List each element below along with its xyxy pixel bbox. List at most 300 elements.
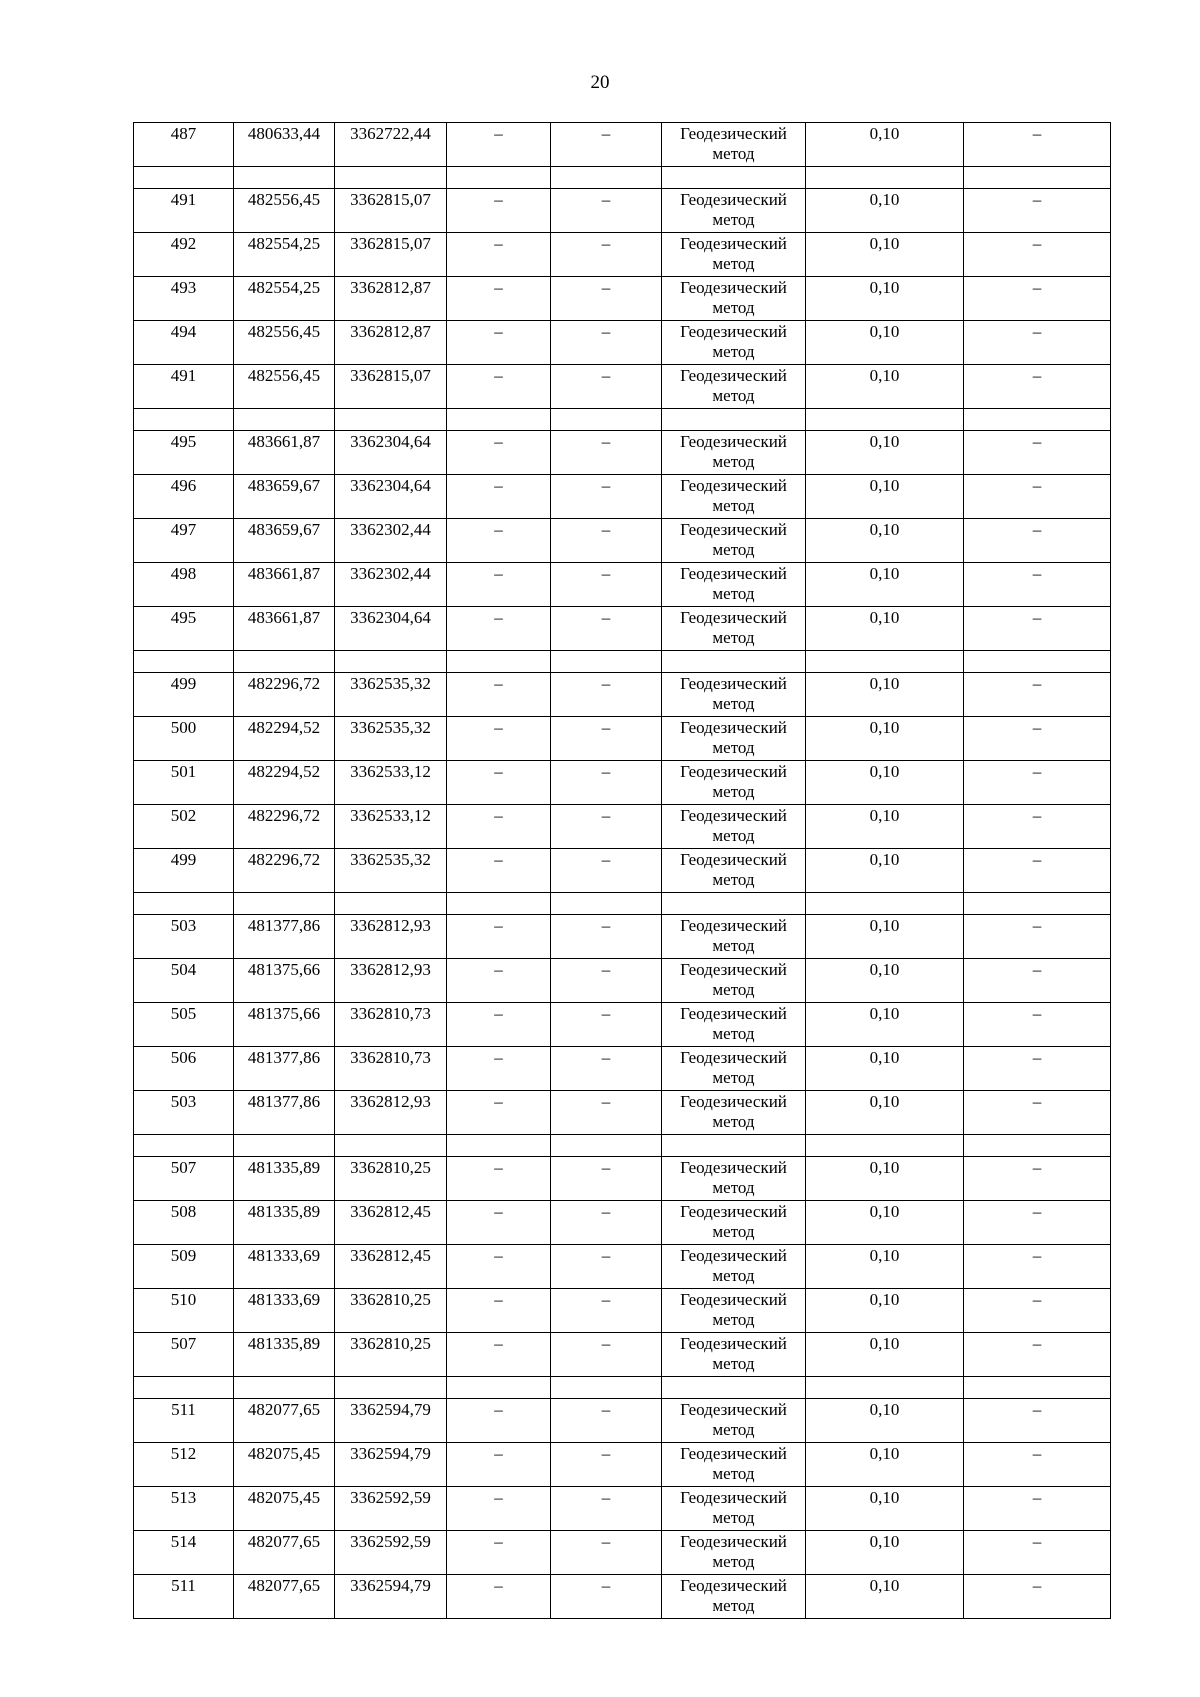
point-number-cell: 507 — [134, 1157, 234, 1201]
point-number-cell: 498 — [134, 563, 234, 607]
table-row — [134, 1575, 1111, 1619]
separator-row — [134, 893, 1111, 915]
accuracy-cell: 0,10 — [806, 805, 964, 849]
dash-cell: – — [447, 189, 551, 233]
dash-cell: – — [551, 1201, 662, 1245]
dash-cell: – — [551, 431, 662, 475]
y-coordinate-cell: 3362302,44 — [335, 563, 447, 607]
empty-cell — [964, 1377, 1111, 1399]
dash-cell: – — [447, 1091, 551, 1135]
x-coordinate-cell: 482077,65 — [234, 1575, 335, 1619]
empty-cell — [134, 1377, 234, 1399]
empty-cell — [551, 1377, 662, 1399]
y-coordinate-cell: 3362533,12 — [335, 805, 447, 849]
y-coordinate-cell: 3362812,93 — [335, 1091, 447, 1135]
y-coordinate-cell: 3362812,93 — [335, 959, 447, 1003]
point-number-cell: 495 — [134, 431, 234, 475]
empty-cell — [806, 893, 964, 915]
y-coordinate-cell: 3362810,25 — [335, 1157, 447, 1201]
x-coordinate-cell: 482294,52 — [234, 717, 335, 761]
dash-cell: – — [447, 849, 551, 893]
method-cell: Геодезический метод — [662, 1575, 806, 1619]
empty-cell — [662, 409, 806, 431]
table-row — [134, 431, 1111, 475]
method-cell: Геодезический метод — [662, 475, 806, 519]
empty-cell — [806, 1377, 964, 1399]
empty-cell — [964, 651, 1111, 673]
empty-cell — [447, 409, 551, 431]
empty-cell — [964, 409, 1111, 431]
y-coordinate-cell: 3362594,79 — [335, 1575, 447, 1619]
point-number-cell: 507 — [134, 1333, 234, 1377]
table-row — [134, 761, 1111, 805]
method-cell: Геодезический метод — [662, 1003, 806, 1047]
empty-cell — [662, 1135, 806, 1157]
x-coordinate-cell: 481335,89 — [234, 1201, 335, 1245]
x-coordinate-cell: 483661,87 — [234, 431, 335, 475]
x-coordinate-cell: 481377,86 — [234, 1047, 335, 1091]
x-coordinate-cell: 480633,44 — [234, 123, 335, 167]
separator-row — [134, 1135, 1111, 1157]
y-coordinate-cell: 3362535,32 — [335, 673, 447, 717]
dash-cell: – — [447, 607, 551, 651]
y-coordinate-cell: 3362722,44 — [335, 123, 447, 167]
accuracy-cell: 0,10 — [806, 717, 964, 761]
dash-cell: – — [964, 761, 1111, 805]
empty-cell — [964, 1135, 1111, 1157]
point-number-cell: 497 — [134, 519, 234, 563]
accuracy-cell: 0,10 — [806, 431, 964, 475]
point-number-cell: 493 — [134, 277, 234, 321]
dash-cell: – — [447, 277, 551, 321]
point-number-cell: 506 — [134, 1047, 234, 1091]
dash-cell: – — [551, 607, 662, 651]
method-cell: Геодезический метод — [662, 1443, 806, 1487]
dash-cell: – — [964, 1003, 1111, 1047]
empty-cell — [551, 893, 662, 915]
dash-cell: – — [447, 1047, 551, 1091]
dash-cell: – — [447, 321, 551, 365]
empty-cell — [447, 651, 551, 673]
accuracy-cell: 0,10 — [806, 365, 964, 409]
empty-cell — [335, 167, 447, 189]
y-coordinate-cell: 3362302,44 — [335, 519, 447, 563]
accuracy-cell: 0,10 — [806, 189, 964, 233]
empty-cell — [234, 893, 335, 915]
table-row — [134, 563, 1111, 607]
dash-cell: – — [964, 1575, 1111, 1619]
table-row — [134, 1399, 1111, 1443]
accuracy-cell: 0,10 — [806, 233, 964, 277]
dash-cell: – — [551, 189, 662, 233]
accuracy-cell: 0,10 — [806, 1399, 964, 1443]
method-cell: Геодезический метод — [662, 1245, 806, 1289]
table-row — [134, 321, 1111, 365]
x-coordinate-cell: 483659,67 — [234, 475, 335, 519]
empty-cell — [964, 167, 1111, 189]
table-row — [134, 915, 1111, 959]
method-cell: Геодезический метод — [662, 1333, 806, 1377]
separator-row — [134, 409, 1111, 431]
dash-cell: – — [964, 915, 1111, 959]
dash-cell: – — [964, 1157, 1111, 1201]
table-row — [134, 1003, 1111, 1047]
accuracy-cell: 0,10 — [806, 673, 964, 717]
dash-cell: – — [964, 1047, 1111, 1091]
table-row — [134, 1289, 1111, 1333]
method-cell: Геодезический метод — [662, 1531, 806, 1575]
point-number-cell: 512 — [134, 1443, 234, 1487]
dash-cell: – — [447, 431, 551, 475]
point-number-cell: 495 — [134, 607, 234, 651]
x-coordinate-cell: 481333,69 — [234, 1245, 335, 1289]
dash-cell: – — [447, 475, 551, 519]
table-row — [134, 1531, 1111, 1575]
y-coordinate-cell: 3362812,45 — [335, 1245, 447, 1289]
dash-cell: – — [551, 563, 662, 607]
method-cell: Геодезический метод — [662, 519, 806, 563]
table-row — [134, 805, 1111, 849]
x-coordinate-cell: 483659,67 — [234, 519, 335, 563]
dash-cell: – — [551, 1399, 662, 1443]
empty-cell — [335, 1135, 447, 1157]
x-coordinate-cell: 482554,25 — [234, 233, 335, 277]
point-number-cell: 503 — [134, 1091, 234, 1135]
empty-cell — [806, 651, 964, 673]
method-cell: Геодезический метод — [662, 1399, 806, 1443]
table-row — [134, 1487, 1111, 1531]
point-number-cell: 505 — [134, 1003, 234, 1047]
table-row — [134, 607, 1111, 651]
accuracy-cell: 0,10 — [806, 277, 964, 321]
dash-cell: – — [551, 365, 662, 409]
dash-cell: – — [551, 849, 662, 893]
empty-cell — [234, 409, 335, 431]
dash-cell: – — [964, 1487, 1111, 1531]
method-cell: Геодезический метод — [662, 915, 806, 959]
dash-cell: – — [551, 1157, 662, 1201]
dash-cell: – — [551, 959, 662, 1003]
table-row — [134, 233, 1111, 277]
x-coordinate-cell: 482554,25 — [234, 277, 335, 321]
point-number-cell: 511 — [134, 1575, 234, 1619]
dash-cell: – — [551, 1443, 662, 1487]
dash-cell: – — [551, 761, 662, 805]
accuracy-cell: 0,10 — [806, 1443, 964, 1487]
empty-cell — [335, 893, 447, 915]
dash-cell: – — [447, 1487, 551, 1531]
method-cell: Геодезический метод — [662, 673, 806, 717]
x-coordinate-cell: 482296,72 — [234, 673, 335, 717]
x-coordinate-cell: 482556,45 — [234, 189, 335, 233]
table-row — [134, 1091, 1111, 1135]
dash-cell: – — [964, 805, 1111, 849]
y-coordinate-cell: 3362810,25 — [335, 1289, 447, 1333]
empty-cell — [234, 1377, 335, 1399]
table-row — [134, 1443, 1111, 1487]
x-coordinate-cell: 483661,87 — [234, 563, 335, 607]
point-number-cell: 500 — [134, 717, 234, 761]
dash-cell: – — [447, 1531, 551, 1575]
x-coordinate-cell: 481377,86 — [234, 915, 335, 959]
dash-cell: – — [447, 1443, 551, 1487]
dash-cell: – — [551, 1245, 662, 1289]
x-coordinate-cell: 482296,72 — [234, 849, 335, 893]
method-cell: Геодезический метод — [662, 1047, 806, 1091]
empty-cell — [335, 651, 447, 673]
dash-cell: – — [447, 805, 551, 849]
dash-cell: – — [447, 1201, 551, 1245]
dash-cell: – — [964, 1289, 1111, 1333]
empty-cell — [134, 651, 234, 673]
dash-cell: – — [964, 1399, 1111, 1443]
dash-cell: – — [964, 189, 1111, 233]
y-coordinate-cell: 3362810,73 — [335, 1003, 447, 1047]
point-number-cell: 499 — [134, 673, 234, 717]
empty-cell — [551, 1135, 662, 1157]
y-coordinate-cell: 3362533,12 — [335, 761, 447, 805]
dash-cell: – — [964, 475, 1111, 519]
dash-cell: – — [551, 1333, 662, 1377]
x-coordinate-cell: 481333,69 — [234, 1289, 335, 1333]
dash-cell: – — [964, 519, 1111, 563]
point-number-cell: 511 — [134, 1399, 234, 1443]
y-coordinate-cell: 3362535,32 — [335, 717, 447, 761]
empty-cell — [447, 1135, 551, 1157]
point-number-cell: 514 — [134, 1531, 234, 1575]
dash-cell: – — [964, 849, 1111, 893]
y-coordinate-cell: 3362815,07 — [335, 365, 447, 409]
dash-cell: – — [964, 607, 1111, 651]
dash-cell: – — [447, 365, 551, 409]
dash-cell: – — [447, 1245, 551, 1289]
y-coordinate-cell: 3362592,59 — [335, 1487, 447, 1531]
dash-cell: – — [964, 1333, 1111, 1377]
dash-cell: – — [447, 1157, 551, 1201]
y-coordinate-cell: 3362304,64 — [335, 431, 447, 475]
method-cell: Геодезический метод — [662, 321, 806, 365]
dash-cell: – — [551, 1487, 662, 1531]
accuracy-cell: 0,10 — [806, 1201, 964, 1245]
accuracy-cell: 0,10 — [806, 607, 964, 651]
method-cell: Геодезический метод — [662, 1157, 806, 1201]
empty-cell — [447, 167, 551, 189]
dash-cell: – — [551, 277, 662, 321]
table-row — [134, 277, 1111, 321]
dash-cell: – — [964, 123, 1111, 167]
dash-cell: – — [964, 1245, 1111, 1289]
point-number-cell: 492 — [134, 233, 234, 277]
accuracy-cell: 0,10 — [806, 1289, 964, 1333]
accuracy-cell: 0,10 — [806, 1003, 964, 1047]
point-number-cell: 501 — [134, 761, 234, 805]
empty-cell — [806, 1135, 964, 1157]
table-row — [134, 189, 1111, 233]
table-row — [134, 717, 1111, 761]
empty-cell — [234, 651, 335, 673]
dash-cell: – — [447, 519, 551, 563]
empty-cell — [335, 409, 447, 431]
dash-cell: – — [964, 321, 1111, 365]
x-coordinate-cell: 482075,45 — [234, 1487, 335, 1531]
x-coordinate-cell: 482077,65 — [234, 1531, 335, 1575]
dash-cell: – — [447, 761, 551, 805]
coordinates-table — [133, 122, 1111, 1619]
point-number-cell: 504 — [134, 959, 234, 1003]
x-coordinate-cell: 481335,89 — [234, 1157, 335, 1201]
accuracy-cell: 0,10 — [806, 1091, 964, 1135]
table-row — [134, 519, 1111, 563]
separator-row — [134, 651, 1111, 673]
dash-cell: – — [964, 365, 1111, 409]
empty-cell — [447, 893, 551, 915]
y-coordinate-cell: 3362812,93 — [335, 915, 447, 959]
x-coordinate-cell: 482556,45 — [234, 365, 335, 409]
x-coordinate-cell: 481377,86 — [234, 1091, 335, 1135]
point-number-cell: 510 — [134, 1289, 234, 1333]
dash-cell: – — [964, 1201, 1111, 1245]
empty-cell — [134, 893, 234, 915]
accuracy-cell: 0,10 — [806, 321, 964, 365]
dash-cell: – — [964, 563, 1111, 607]
page-number: 20 — [590, 72, 610, 93]
table-row — [134, 1333, 1111, 1377]
accuracy-cell: 0,10 — [806, 1245, 964, 1289]
point-number-cell: 496 — [134, 475, 234, 519]
dash-cell: – — [447, 563, 551, 607]
y-coordinate-cell: 3362594,79 — [335, 1443, 447, 1487]
y-coordinate-cell: 3362594,79 — [335, 1399, 447, 1443]
separator-row — [134, 167, 1111, 189]
accuracy-cell: 0,10 — [806, 1487, 964, 1531]
accuracy-cell: 0,10 — [806, 475, 964, 519]
accuracy-cell: 0,10 — [806, 1531, 964, 1575]
method-cell: Геодезический метод — [662, 277, 806, 321]
y-coordinate-cell: 3362304,64 — [335, 607, 447, 651]
dash-cell: – — [964, 431, 1111, 475]
point-number-cell: 491 — [134, 365, 234, 409]
dash-cell: – — [551, 321, 662, 365]
point-number-cell: 502 — [134, 805, 234, 849]
dash-cell: – — [551, 915, 662, 959]
point-number-cell: 487 — [134, 123, 234, 167]
empty-cell — [134, 167, 234, 189]
table-row — [134, 365, 1111, 409]
table-row — [134, 849, 1111, 893]
empty-cell — [134, 1135, 234, 1157]
method-cell: Геодезический метод — [662, 959, 806, 1003]
dash-cell: – — [447, 1399, 551, 1443]
dash-cell: – — [551, 717, 662, 761]
dash-cell: – — [551, 805, 662, 849]
y-coordinate-cell: 3362812,87 — [335, 321, 447, 365]
method-cell: Геодезический метод — [662, 1091, 806, 1135]
dash-cell: – — [551, 1091, 662, 1135]
empty-cell — [964, 893, 1111, 915]
dash-cell: – — [551, 1531, 662, 1575]
x-coordinate-cell: 483661,87 — [234, 607, 335, 651]
table-row — [134, 1157, 1111, 1201]
dash-cell: – — [964, 1443, 1111, 1487]
point-number-cell: 491 — [134, 189, 234, 233]
empty-cell — [662, 167, 806, 189]
dash-cell: – — [551, 233, 662, 277]
dash-cell: – — [964, 673, 1111, 717]
dash-cell: – — [447, 959, 551, 1003]
point-number-cell: 513 — [134, 1487, 234, 1531]
accuracy-cell: 0,10 — [806, 563, 964, 607]
dash-cell: – — [964, 959, 1111, 1003]
dash-cell: – — [551, 673, 662, 717]
y-coordinate-cell: 3362810,25 — [335, 1333, 447, 1377]
method-cell: Геодезический метод — [662, 849, 806, 893]
empty-cell — [335, 1377, 447, 1399]
empty-cell — [806, 167, 964, 189]
dash-cell: – — [447, 1003, 551, 1047]
table-row — [134, 959, 1111, 1003]
point-number-cell: 508 — [134, 1201, 234, 1245]
method-cell: Геодезический метод — [662, 189, 806, 233]
table-row — [134, 1047, 1111, 1091]
table-row — [134, 673, 1111, 717]
empty-cell — [447, 1377, 551, 1399]
method-cell: Геодезический метод — [662, 431, 806, 475]
method-cell: Геодезический метод — [662, 717, 806, 761]
y-coordinate-cell: 3362815,07 — [335, 189, 447, 233]
y-coordinate-cell: 3362812,45 — [335, 1201, 447, 1245]
dash-cell: – — [447, 1575, 551, 1619]
dash-cell: – — [964, 1091, 1111, 1135]
empty-cell — [234, 1135, 335, 1157]
x-coordinate-cell: 481375,66 — [234, 959, 335, 1003]
accuracy-cell: 0,10 — [806, 1575, 964, 1619]
method-cell: Геодезический метод — [662, 1487, 806, 1531]
dash-cell: – — [447, 123, 551, 167]
dash-cell: – — [551, 1003, 662, 1047]
dash-cell: – — [447, 233, 551, 277]
y-coordinate-cell: 3362812,87 — [335, 277, 447, 321]
accuracy-cell: 0,10 — [806, 519, 964, 563]
empty-cell — [806, 409, 964, 431]
dash-cell: – — [551, 1289, 662, 1333]
accuracy-cell: 0,10 — [806, 959, 964, 1003]
x-coordinate-cell: 482077,65 — [234, 1399, 335, 1443]
x-coordinate-cell: 482296,72 — [234, 805, 335, 849]
x-coordinate-cell: 481335,89 — [234, 1333, 335, 1377]
dash-cell: – — [964, 1531, 1111, 1575]
dash-cell: – — [551, 123, 662, 167]
method-cell: Геодезический метод — [662, 365, 806, 409]
table-body — [134, 123, 1111, 1619]
accuracy-cell: 0,10 — [806, 1157, 964, 1201]
dash-cell: – — [964, 233, 1111, 277]
dash-cell: – — [551, 519, 662, 563]
empty-cell — [551, 651, 662, 673]
method-cell: Геодезический метод — [662, 123, 806, 167]
dash-cell: – — [551, 1047, 662, 1091]
dash-cell: – — [551, 1575, 662, 1619]
dash-cell: – — [447, 717, 551, 761]
x-coordinate-cell: 482556,45 — [234, 321, 335, 365]
separator-row — [134, 1377, 1111, 1399]
y-coordinate-cell: 3362815,07 — [335, 233, 447, 277]
method-cell: Геодезический метод — [662, 233, 806, 277]
dash-cell: – — [447, 915, 551, 959]
empty-cell — [662, 1377, 806, 1399]
dash-cell: – — [447, 1289, 551, 1333]
point-number-cell: 494 — [134, 321, 234, 365]
dash-cell: – — [447, 1333, 551, 1377]
